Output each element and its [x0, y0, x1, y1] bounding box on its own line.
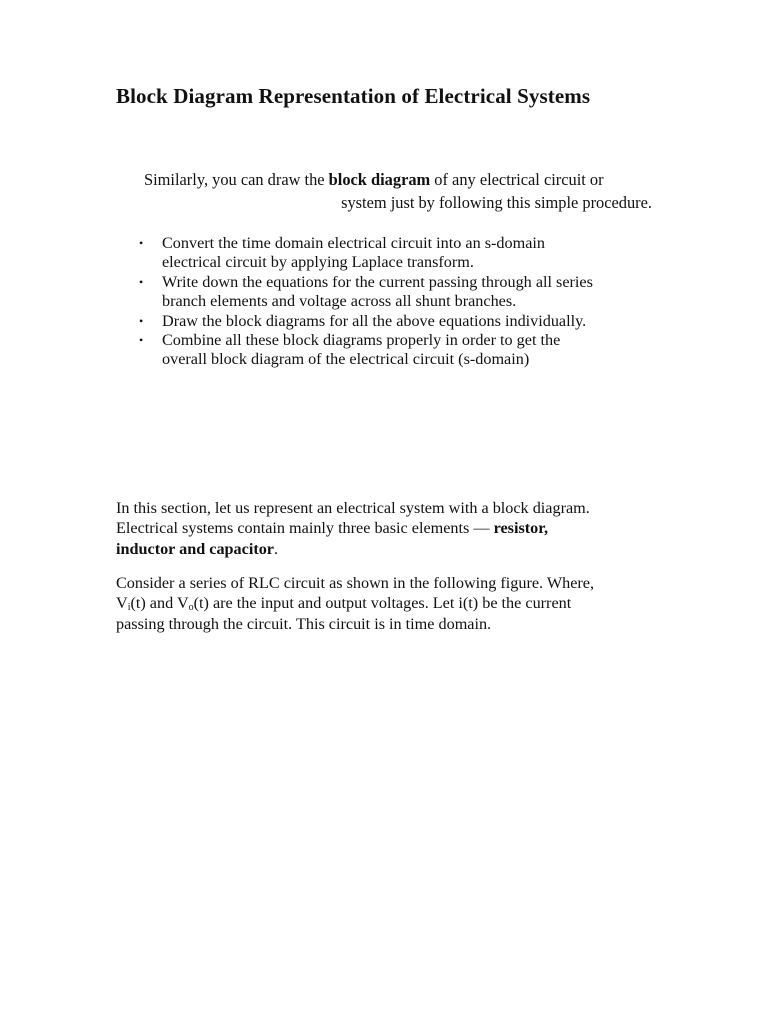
section-paragraph: In this section, let us represent an electrical system with a block diagram. Electrical systems contain mainly three basic elements — resistor, inductor and capacitor.	[116, 499, 590, 558]
bullet-icon: •	[139, 333, 144, 348]
output-subscript: o	[188, 602, 194, 614]
bullet-icon: •	[139, 236, 144, 250]
list-item: • Convert the time domain electrical circuit into an s-domain electrical circuit by applying Laplace transform.	[139, 234, 545, 272]
bullet-icon: •	[139, 313, 144, 328]
list-item: • Write down the equations for the current passing through all series branch elements and voltage across all shunt branches.	[139, 272, 593, 311]
intro-text-end: of any electrical circuit or	[430, 170, 604, 189]
intro-text: Similarly, you can draw the	[144, 170, 329, 189]
intro-line-1	[118, 168, 652, 191]
bullet-icon: •	[139, 274, 144, 289]
intro-line-2: system just by following this simple procedure.	[341, 193, 652, 212]
intro-paragraph	[118, 168, 652, 214]
input-subscript: i	[127, 602, 131, 614]
intro-bold-term: block diagram	[328, 170, 431, 189]
procedure-list	[138, 234, 658, 370]
list-item: • Draw the block diagrams for all the above equations individually.	[139, 311, 587, 330]
bold-term-resistor: resistor,	[493, 519, 548, 538]
circuit-paragraph: Consider a series of RLC circuit as shown in the following figure. Where, $V_i(t)$ and $V_o(t)$ are the input and output voltages. Let i(t) be the current passing through the circuit. This circuit is in time domain.	[116, 574, 595, 633]
list-item: • Combine all these block diagrams properly in order to get the overall block diagram of the electrical circuit (s-domain)	[139, 331, 561, 369]
bold-term-elements: inductor and capacitor	[116, 539, 274, 558]
page-title: Block Diagram Representation of Electrical Systems	[116, 84, 591, 108]
